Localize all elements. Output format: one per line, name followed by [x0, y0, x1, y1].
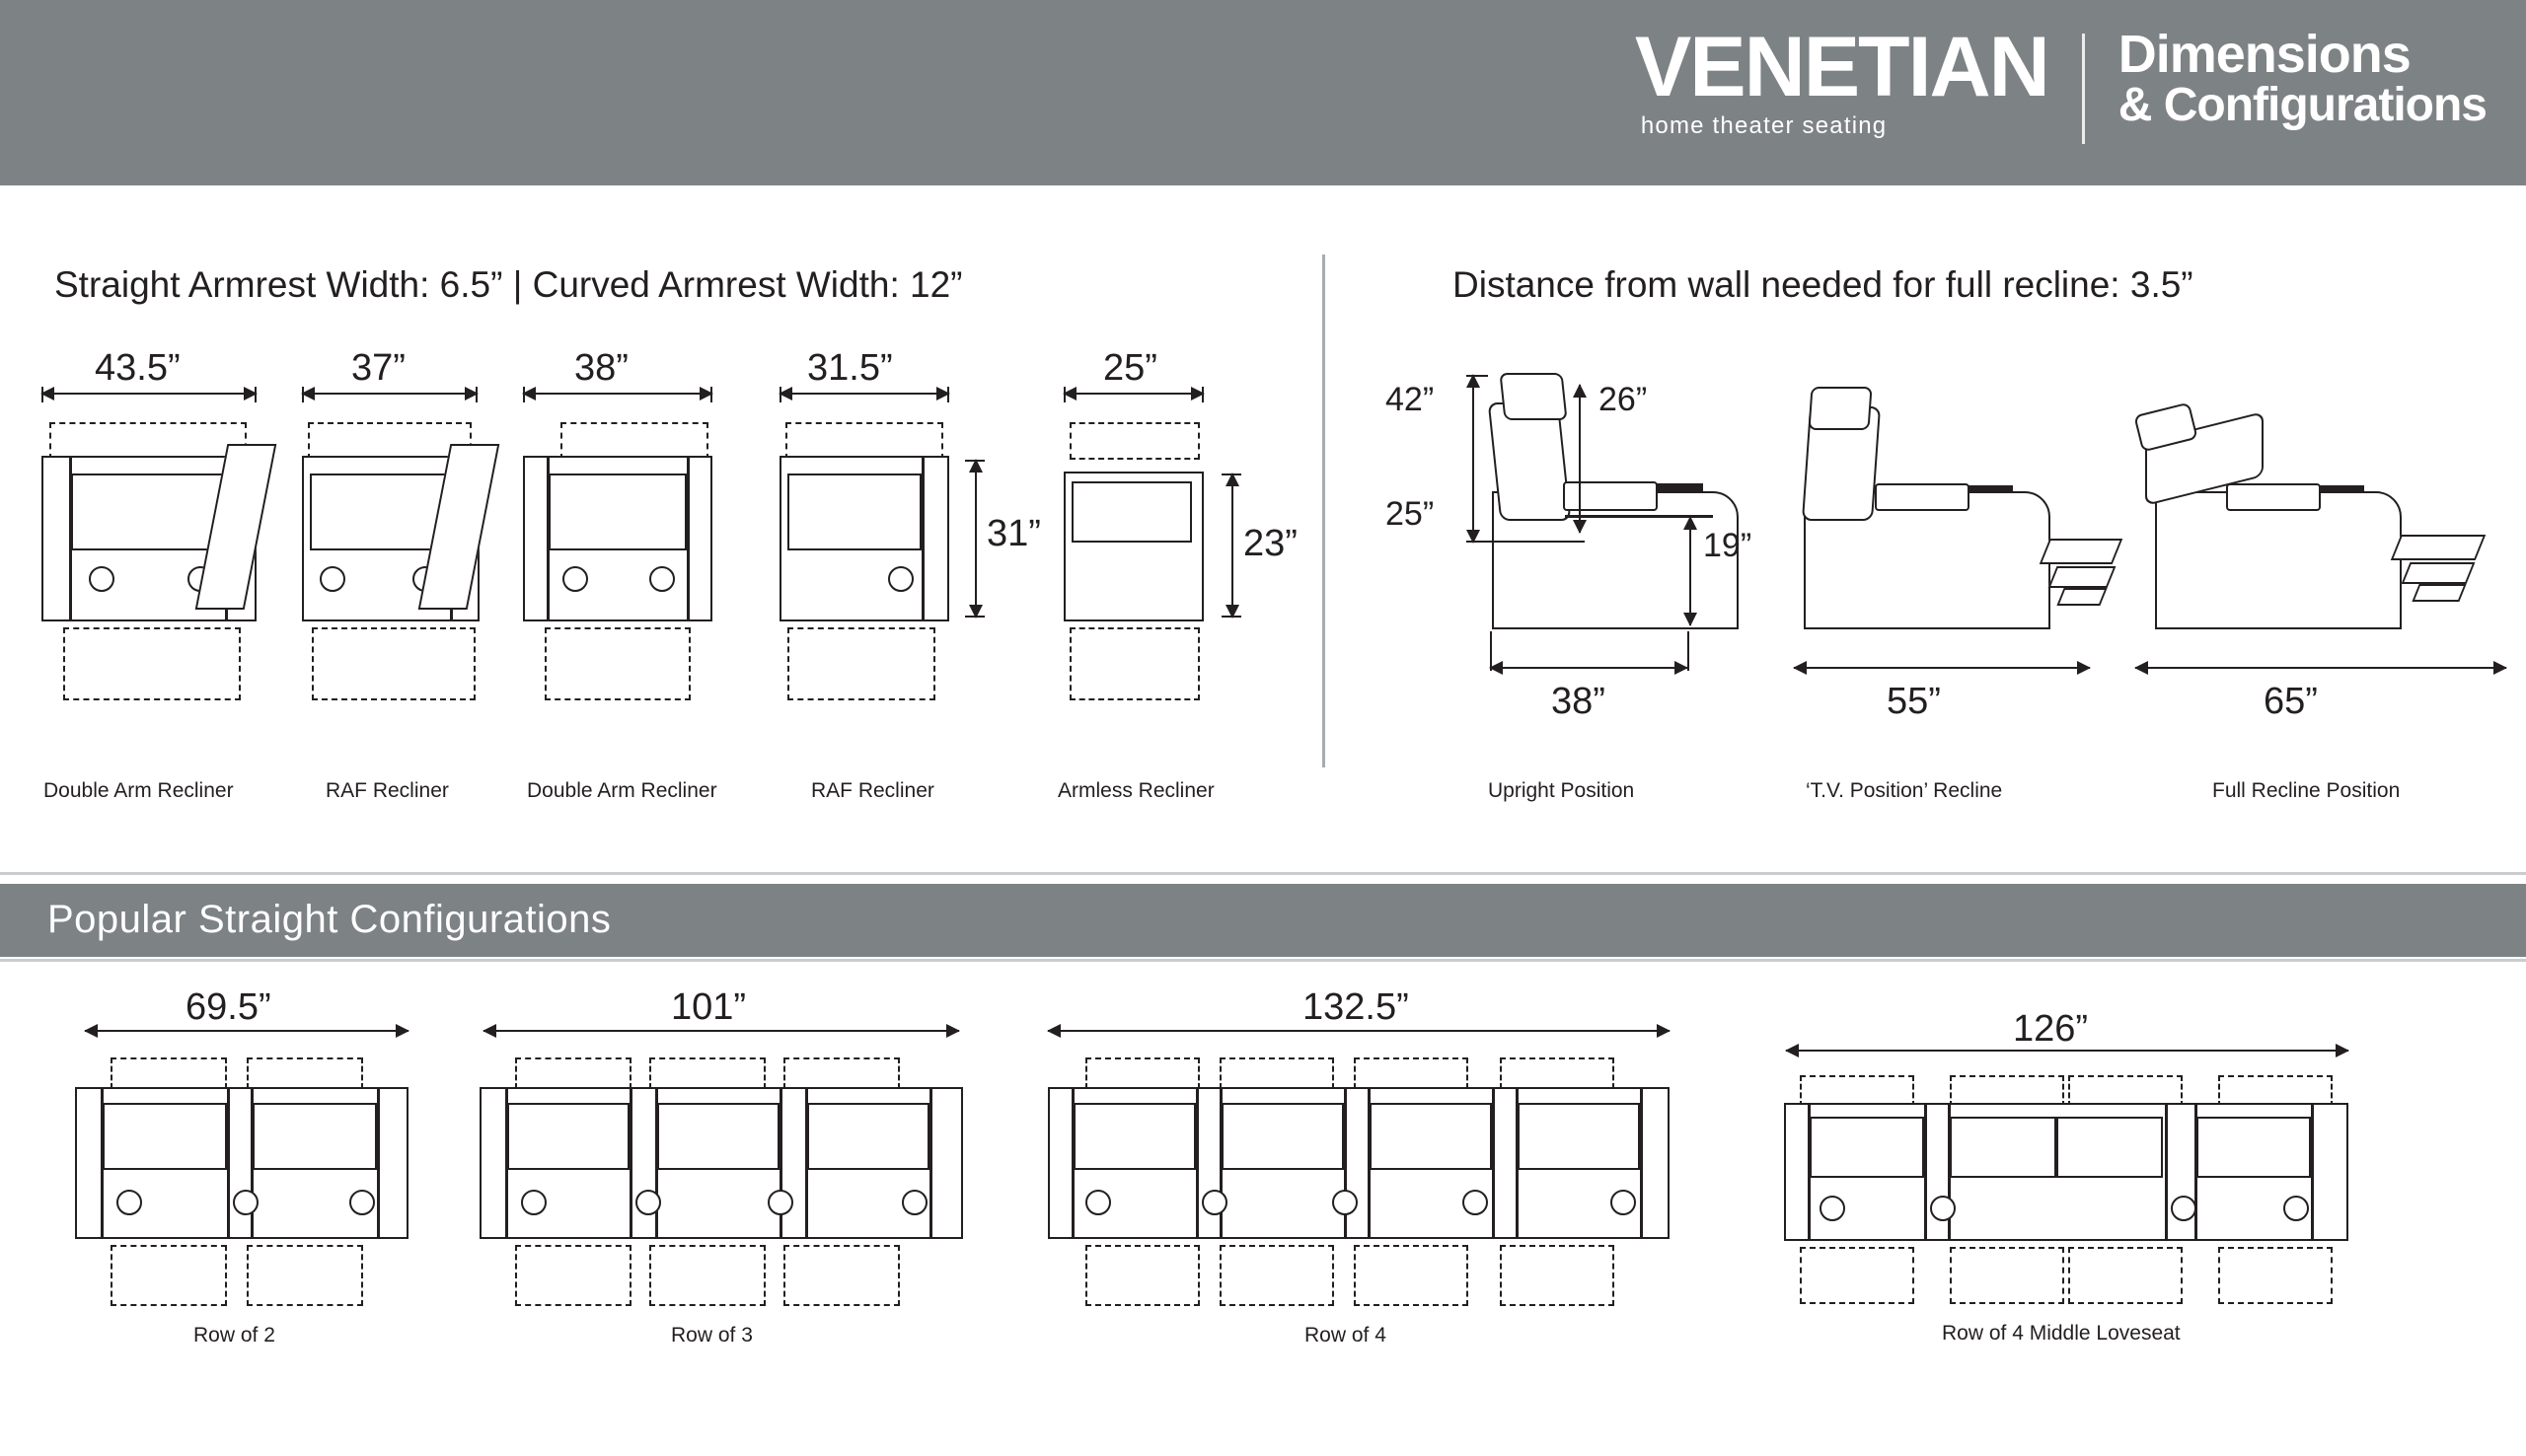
recliner-backrest [1488, 402, 1572, 521]
row-1-recline-dash-1 [111, 1057, 227, 1089]
panel-divider [1322, 255, 1325, 767]
chair-caption-2: RAF Recliner [326, 779, 449, 802]
row-arm-2 [1196, 1089, 1199, 1237]
recliner-console-top [2319, 485, 2364, 493]
height-tick-bottom-23 [1222, 616, 1241, 618]
row-arm-1 [101, 1089, 104, 1237]
recliner-headrest [1808, 387, 1872, 430]
width-label-chair-2: 37” [351, 347, 406, 389]
section-top-rule [0, 872, 2526, 875]
row-seat-1 [1810, 1117, 1924, 1178]
configurations-section-title: Popular Straight Configurations [47, 898, 612, 941]
chair-seat [71, 473, 224, 550]
row-arm-6 [929, 1089, 932, 1237]
recliner-footrest-2 [2048, 566, 2117, 588]
row-arm-6 [2311, 1105, 2314, 1239]
chair-1-recline-dash-top [49, 422, 247, 460]
recline-distance-note: Distance from wall needed for full recline: 3.5” [1452, 264, 2193, 305]
row-seat-1 [103, 1103, 227, 1170]
row-arm-4 [2165, 1105, 2168, 1239]
chair-arm-right [687, 458, 690, 619]
width-label-chair-4: 31.5” [807, 347, 893, 389]
row-seat-4 [1518, 1103, 1640, 1170]
height-label-26: 26” [1598, 381, 1648, 418]
height-arrow-19 [1689, 517, 1691, 625]
row-4-footrest-dash-1 [1800, 1247, 1914, 1304]
row-4-footrest-dash-4 [2218, 1247, 2333, 1304]
height-label-25: 25” [1385, 495, 1435, 533]
row-2-width-label: 101” [671, 986, 747, 1028]
configurations-section-bar [0, 884, 2526, 957]
page-header [0, 0, 2526, 185]
height-label-31: 31” [987, 513, 1041, 554]
row-arm-3 [251, 1089, 254, 1237]
row-1-footrest-dash-1 [111, 1245, 227, 1306]
header-title [2117, 25, 2487, 131]
row-seat-3 [1370, 1103, 1492, 1170]
chair-1-footrest-dash [63, 627, 241, 700]
chair-caption-5: Armless Recliner [1058, 779, 1215, 802]
cupholder-icon-3 [1332, 1190, 1358, 1215]
depth-arrow-65 [2135, 667, 2506, 669]
row-3-width-label: 132.5” [1302, 986, 1409, 1028]
row-arm-3 [655, 1089, 658, 1237]
row-2-recline-dash-2 [649, 1057, 766, 1089]
width-arrow-chair-3 [523, 393, 712, 395]
chair-top-view-4 [780, 456, 949, 621]
chair-5-recline-dash-top [1070, 422, 1200, 460]
chair-2-recline-dash-top [308, 422, 472, 460]
row-seat-2 [657, 1103, 780, 1170]
height-tick-42-top [1466, 375, 1488, 377]
height-tick-top-31 [965, 460, 985, 462]
cupholder-icon-3 [349, 1190, 375, 1215]
row-arm-1 [1072, 1089, 1075, 1237]
row-2-footrest-dash-2 [649, 1245, 766, 1306]
recliner-base [2155, 491, 2402, 629]
recliner-armrest [2226, 483, 2321, 511]
row-arm-1 [505, 1089, 508, 1237]
chair-4-recline-dash-top [785, 422, 943, 460]
row-arm-2 [227, 1089, 230, 1237]
row-seat-1 [507, 1103, 630, 1170]
row-seat-2 [1950, 1117, 2056, 1178]
width-tick-left-3 [523, 387, 525, 402]
configuration-row-3 [1048, 1087, 1670, 1239]
cupholder-icon-4 [2283, 1196, 2309, 1221]
row-3-caption: Row of 4 [1304, 1324, 1386, 1347]
chair-3-footrest-dash [545, 627, 691, 700]
row-2-recline-dash-3 [783, 1057, 900, 1089]
recliner-headrest [1499, 373, 1567, 420]
row-1-width-label: 69.5” [186, 986, 271, 1028]
depth-label-38: 38” [1551, 681, 1605, 722]
row-seat-4 [2196, 1117, 2311, 1178]
chair-2-footrest-dash [312, 627, 476, 700]
width-tick-right-2 [476, 387, 478, 402]
recliner-footrest-3 [2056, 588, 2107, 606]
row-2-width-arrow [483, 1030, 959, 1032]
row-3-width-arrow [1048, 1030, 1670, 1032]
cupholder-icon-4 [1462, 1190, 1488, 1215]
row-arm-5 [2194, 1105, 2197, 1239]
row-3-recline-dash-1 [1085, 1057, 1200, 1089]
recliner-armrest [1563, 481, 1658, 511]
row-2-footrest-dash-1 [515, 1245, 632, 1306]
row-3-footrest-dash-1 [1085, 1245, 1200, 1306]
configuration-row-4 [1784, 1103, 2348, 1241]
row-2-recline-dash-1 [515, 1057, 632, 1089]
configuration-row-2 [480, 1087, 963, 1239]
cupholder-icon-1 [116, 1190, 142, 1215]
row-3-footrest-dash-3 [1354, 1245, 1468, 1306]
row-3-recline-dash-2 [1220, 1057, 1334, 1089]
depth-tick-left-38 [1490, 631, 1492, 671]
height-arrow-31 [975, 460, 977, 618]
row-1-caption: Row of 2 [193, 1324, 275, 1347]
recliner-footrest-2 [2402, 562, 2476, 584]
width-tick-left-4 [780, 387, 781, 402]
row-seat-3 [2056, 1117, 2163, 1178]
width-label-chair-5: 25” [1103, 347, 1157, 389]
chair-seat [1072, 481, 1192, 543]
width-tick-left-1 [41, 387, 43, 402]
cupholder-icon-3 [768, 1190, 793, 1215]
cupholder-icon-4 [902, 1190, 928, 1215]
chair-seat [549, 473, 687, 550]
header-title-line2: & Configurations [2117, 79, 2487, 131]
row-arm-5 [1368, 1089, 1371, 1237]
width-label-chair-3: 38” [574, 347, 629, 389]
width-tick-left-2 [302, 387, 304, 402]
cupholder-icon-1 [1820, 1196, 1845, 1221]
chair-seat [310, 473, 450, 550]
chair-seat [787, 473, 922, 550]
cupholder-icon-2 [635, 1190, 661, 1215]
depth-label-55: 55” [1887, 681, 1941, 722]
row-1-footrest-dash-2 [247, 1245, 363, 1306]
height-label-23: 23” [1243, 523, 1298, 564]
cupholder-right-icon [649, 566, 675, 592]
side-view-full-recline [2131, 393, 2526, 669]
recliner-footrest-3 [2412, 584, 2466, 602]
row-4-footrest-dash-2 [1950, 1247, 2064, 1304]
height-label-42: 42” [1385, 381, 1435, 418]
depth-label-65: 65” [2264, 681, 2318, 722]
row-1-recline-dash-2 [247, 1057, 363, 1089]
width-arrow-chair-1 [41, 393, 257, 395]
width-arrow-chair-4 [780, 393, 949, 395]
depth-arrow-55 [1794, 667, 2090, 669]
depth-arrow-38 [1490, 667, 1687, 669]
side-view-caption-1: Upright Position [1488, 779, 1635, 802]
row-4-footrest-dash-3 [2068, 1247, 2183, 1304]
chair-3-recline-dash-top [560, 422, 708, 460]
row-seat-3 [807, 1103, 929, 1170]
height-arrow-42 [1472, 375, 1474, 543]
width-tick-left-5 [1064, 387, 1066, 402]
side-view-caption-2: ‘T.V. Position’ Recline [1806, 779, 2003, 802]
row-2-caption: Row of 3 [671, 1324, 753, 1347]
width-label-chair-1: 43.5” [95, 347, 181, 389]
cupholder-right-icon [888, 566, 914, 592]
row-seat-1 [1074, 1103, 1196, 1170]
chair-top-view-3 [523, 456, 712, 621]
row-2-footrest-dash-3 [783, 1245, 900, 1306]
chair-top-view-5 [1064, 472, 1204, 621]
cupholder-left-icon [320, 566, 345, 592]
width-tick-right-1 [255, 387, 257, 402]
depth-tick-right-38 [1687, 631, 1689, 671]
row-arm-2 [1924, 1105, 1927, 1239]
armrest-width-note: Straight Armrest Width: 6.5” | Curved Armrest Width: 12” [54, 264, 963, 305]
section-bottom-rule [0, 959, 2526, 962]
chair-caption-3: Double Arm Recliner [527, 779, 717, 802]
height-tick-top-23 [1222, 473, 1241, 475]
row-3-recline-dash-3 [1354, 1057, 1468, 1089]
row-arm-5 [805, 1089, 808, 1237]
row-seat-2 [253, 1103, 377, 1170]
seat-height-tick [1466, 541, 1585, 543]
configuration-row-1 [75, 1087, 409, 1239]
row-3-footrest-dash-2 [1220, 1245, 1334, 1306]
brand-lockup [1634, 20, 2487, 144]
row-3-recline-dash-4 [1500, 1057, 1614, 1089]
row-4-width-label: 126” [2013, 1008, 2089, 1050]
header-title-line1: Dimensions [2117, 25, 2411, 84]
row-arm-3 [1220, 1089, 1223, 1237]
cupholder-icon-3 [2171, 1196, 2196, 1221]
recliner-console-top [1656, 483, 1703, 491]
width-tick-right-5 [1202, 387, 1204, 402]
chair-arm-left [547, 458, 550, 619]
cupholder-icon-2 [1202, 1190, 1227, 1215]
row-seat-2 [1222, 1103, 1344, 1170]
cupholder-left-icon [562, 566, 588, 592]
row-arm-6 [1492, 1089, 1495, 1237]
width-tick-right-4 [947, 387, 949, 402]
row-3-footrest-dash-4 [1500, 1245, 1614, 1306]
row-arm-4 [377, 1089, 380, 1237]
chair-caption-1: Double Arm Recliner [43, 779, 234, 802]
chair-4-footrest-dash [787, 627, 935, 700]
row-arm-8 [1640, 1089, 1643, 1237]
cupholder-icon-1 [521, 1190, 547, 1215]
height-arrow-26 [1579, 385, 1581, 533]
cupholder-icon-2 [1930, 1196, 1956, 1221]
width-arrow-chair-5 [1064, 393, 1204, 395]
cupholder-icon-1 [1085, 1190, 1111, 1215]
chair-caption-4: RAF Recliner [811, 779, 934, 802]
row-arm-2 [630, 1089, 632, 1237]
chair-arm-right [922, 458, 925, 619]
height-label-19: 19” [1703, 527, 1752, 564]
row-4-caption: Row of 4 Middle Loveseat [1942, 1322, 2181, 1345]
brand-name: VENETIAN [1634, 20, 2048, 114]
height-arrow-23 [1231, 473, 1233, 618]
cupholder-icon-2 [233, 1190, 259, 1215]
chair-arm-left [69, 458, 72, 619]
cupholder-left-icon [89, 566, 114, 592]
width-tick-right-3 [710, 387, 712, 402]
chair-5-footrest-dash [1070, 627, 1200, 700]
recliner-footrest-1 [2040, 539, 2123, 564]
row-arm-1 [1808, 1105, 1811, 1239]
side-view-caption-3: Full Recline Position [2212, 779, 2401, 802]
brand-tagline: home theater seating [1640, 111, 1888, 139]
recliner-footrest-1 [2391, 535, 2487, 560]
row-arm-7 [1516, 1089, 1519, 1237]
recliner-armrest [1875, 483, 1969, 511]
height-tick-bottom-31 [965, 616, 985, 618]
row-1-width-arrow [85, 1030, 409, 1032]
width-arrow-chair-2 [302, 393, 478, 395]
brand-block [1634, 20, 2048, 140]
brand-divider [2082, 34, 2085, 144]
cupholder-icon-5 [1610, 1190, 1636, 1215]
recliner-console-top [1968, 485, 2013, 493]
